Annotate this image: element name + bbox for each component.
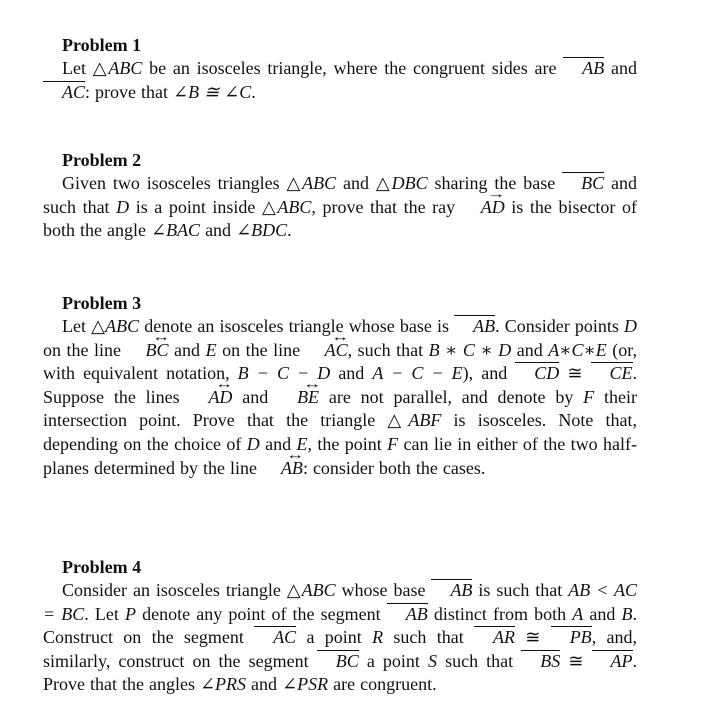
line-notation: ↔ AD bbox=[189, 388, 232, 406]
text-run: sharing the base bbox=[427, 173, 563, 193]
text-run: . Construct on the segment bbox=[43, 603, 637, 648]
segment-notation: AB bbox=[431, 579, 472, 599]
text-run: . Suppose the lines bbox=[43, 363, 638, 407]
segment-notation: BC bbox=[562, 172, 604, 192]
line-notation: ↔ AB bbox=[262, 459, 303, 477]
text-run: , prove that the ray bbox=[311, 196, 462, 217]
math-expression: A bbox=[572, 603, 584, 624]
problem-title: Problem 1 bbox=[62, 35, 142, 55]
problem-title: Problem 4 bbox=[62, 557, 142, 577]
problem-4 bbox=[43, 556, 637, 697]
text-run: and bbox=[583, 603, 622, 624]
text-run: . Let bbox=[84, 603, 125, 624]
problem-1 bbox=[43, 34, 637, 104]
math-expression: E bbox=[296, 433, 308, 454]
problem-3 bbox=[43, 292, 637, 480]
segment-notation: AP bbox=[592, 650, 633, 670]
math-expression: △ABC bbox=[91, 316, 140, 336]
problem-statement bbox=[43, 315, 637, 480]
text-run: and bbox=[336, 173, 376, 193]
text-run: and bbox=[330, 363, 373, 384]
text-run: such that bbox=[436, 650, 522, 671]
segment-notation: AB bbox=[563, 57, 604, 77]
math-expression: B bbox=[621, 603, 633, 624]
text-run: and bbox=[200, 220, 237, 241]
text-run: . bbox=[251, 81, 256, 102]
text-run: and bbox=[246, 674, 283, 695]
text-run: , the point bbox=[307, 433, 388, 454]
text-run: : prove that bbox=[85, 81, 173, 102]
text-run: are congruent. bbox=[328, 674, 437, 695]
text-run: denote an isosceles triangle whose base is bbox=[139, 316, 455, 336]
text-run: ≅ bbox=[560, 650, 592, 671]
math-expression: △DBC bbox=[375, 173, 428, 193]
text-run: is a point inside bbox=[129, 196, 262, 217]
segment-notation: PB bbox=[551, 626, 592, 646]
ray-notation: → AD bbox=[462, 198, 505, 216]
text-run: and bbox=[232, 386, 279, 407]
line-notation: ↔ BC bbox=[127, 341, 169, 359]
math-expression: E bbox=[205, 339, 217, 360]
text-run: and such that bbox=[43, 173, 637, 217]
segment-notation: CE bbox=[591, 362, 633, 382]
text-run: be an isosceles triangle, where the congruent sides are bbox=[142, 58, 564, 78]
math-expression: P bbox=[125, 603, 136, 624]
text-run: a point bbox=[358, 650, 428, 671]
math-expression: △ABC bbox=[286, 580, 336, 600]
math-expression: △ABC bbox=[262, 196, 312, 217]
text-run: . Consider points bbox=[495, 316, 624, 336]
segment-notation: AR bbox=[474, 626, 515, 646]
text-run: ≅ bbox=[515, 627, 551, 648]
text-run: Let bbox=[62, 316, 92, 336]
math-expression: A∗C∗E bbox=[548, 339, 607, 360]
text-run: and bbox=[511, 339, 549, 360]
text-run: Consider an isosceles triangle bbox=[62, 580, 287, 600]
text-run: distinct from both bbox=[427, 603, 573, 624]
text-run: (or, with equivalent notation, bbox=[43, 339, 637, 384]
text-run: on the line bbox=[216, 339, 306, 360]
math-expression: △ABC bbox=[286, 173, 337, 193]
segment-notation: AC bbox=[254, 626, 296, 646]
problem-statement bbox=[43, 57, 637, 104]
text-run: ), and bbox=[462, 363, 516, 384]
text-run: on the line bbox=[43, 339, 127, 360]
math-expression: S bbox=[427, 650, 437, 671]
problem-statement bbox=[43, 579, 637, 697]
text-run: a point bbox=[296, 627, 373, 648]
segment-notation: AB bbox=[454, 315, 495, 335]
line-notation: ↔ BE bbox=[278, 388, 319, 406]
text-run: their intersection point. Prove that the triangle bbox=[43, 386, 637, 431]
math-expression: B ∗ C ∗ D bbox=[428, 339, 512, 360]
text-run: ≅ bbox=[559, 363, 591, 384]
text-run: , such that bbox=[347, 339, 429, 360]
math-expression: ∠B ≅ ∠C bbox=[173, 81, 252, 102]
text-run: . Prove that the angles bbox=[43, 650, 637, 695]
math-expression: F bbox=[583, 386, 595, 407]
text-run: Given two isosceles triangles bbox=[62, 173, 287, 193]
math-expression: F bbox=[387, 433, 399, 454]
text-run: are not parallel, and denote by bbox=[319, 386, 584, 407]
segment-notation: AC bbox=[43, 81, 85, 101]
text-run: whose base bbox=[335, 580, 432, 600]
line-notation: ↔ AC bbox=[306, 341, 348, 359]
math-expression: D bbox=[623, 316, 637, 336]
math-expression: D bbox=[246, 433, 260, 454]
text-run: is isosceles. Note that, depending on the choice of bbox=[43, 410, 637, 454]
math-expression: ∠BAC bbox=[150, 220, 201, 241]
math-expression: ∠BDC bbox=[236, 220, 288, 241]
problem-title: Problem 3 bbox=[62, 293, 142, 313]
segment-notation: BC bbox=[317, 650, 359, 670]
math-expression: R bbox=[372, 627, 384, 648]
text-run: and bbox=[168, 339, 206, 360]
text-run: . bbox=[287, 220, 292, 241]
text-run: and bbox=[259, 433, 297, 454]
segment-notation: CD bbox=[515, 362, 559, 382]
text-run: can lie in either of the two half-planes determined by the line bbox=[43, 433, 637, 478]
math-expression: A − C − E bbox=[372, 363, 463, 384]
text-run: , and, similarly, construct on the segment bbox=[43, 627, 637, 671]
math-expression: ∠PSR bbox=[282, 674, 329, 695]
segment-notation: AB bbox=[387, 603, 428, 623]
problem-title: Problem 2 bbox=[62, 150, 142, 170]
text-run: such that bbox=[383, 627, 474, 648]
math-expression: △ABC bbox=[92, 58, 143, 78]
math-expression: D bbox=[116, 196, 130, 217]
math-expression: △ABF bbox=[387, 410, 442, 431]
text-run: denote any point of the segment bbox=[136, 603, 387, 624]
math-expression: AB < AC = BC bbox=[43, 580, 637, 624]
math-expression: ∠PRS bbox=[199, 674, 247, 695]
text-run: is such that bbox=[472, 580, 569, 600]
problem-2 bbox=[43, 149, 637, 243]
text-run: Let bbox=[62, 58, 93, 78]
text-run: : consider both the cases. bbox=[302, 457, 486, 478]
problem-statement bbox=[43, 172, 637, 243]
text-run: is the bisector of both the angle bbox=[43, 196, 637, 241]
segment-notation: BS bbox=[521, 650, 560, 670]
text-run: and bbox=[604, 58, 637, 78]
math-expression: B − C − D bbox=[237, 363, 331, 384]
